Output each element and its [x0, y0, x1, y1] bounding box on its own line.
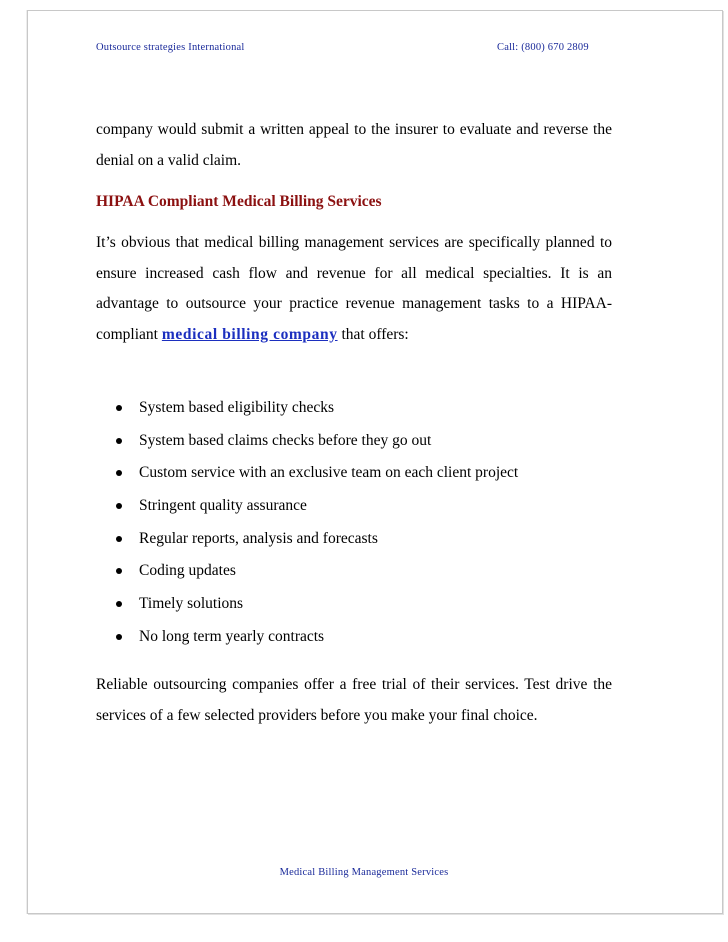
header-phone: Call: (800) 670 2809: [497, 42, 589, 53]
list-item-text: Timely solutions: [139, 595, 244, 613]
list-item-text: Coding updates: [139, 562, 236, 580]
list-item-text: Custom service with an exclusive team on each client project: [139, 464, 519, 482]
list-item: [96, 425, 612, 458]
bullet-icon: [116, 634, 122, 640]
intro-text-after: that offers:: [337, 325, 409, 343]
header-company-name: Outsource strategies International: [96, 42, 245, 53]
continuation-paragraph: company would submit a written appeal to the insurer to evaluate and reverse the denial on a valid claim.: [96, 121, 612, 169]
list-item-text: System based claims checks before they go out: [139, 431, 432, 449]
bullet-icon: [116, 601, 122, 607]
intro-text-before: It’s obvious that medical billing management services are specifically planned to ensure increased cash flow and revenue for all medical specialties. It is an advantage to outsource your practice revenue management tasks to a HIPAA-compliant: [96, 234, 612, 343]
list-item: [96, 555, 612, 588]
list-item-text: Stringent quality assurance: [139, 497, 307, 515]
closing-paragraph: Reliable outsourcing companies offer a free trial of their services. Test drive the services of a few selected providers before you make your final choice.: [96, 676, 612, 724]
bullet-icon: [116, 568, 122, 574]
list-item: [96, 392, 612, 425]
list-item: [96, 490, 612, 523]
list-item: [96, 621, 612, 654]
services-list: [96, 392, 612, 654]
bullet-icon: [116, 405, 122, 411]
bullet-icon: [116, 503, 122, 509]
page-footer: Medical Billing Management Services: [279, 867, 449, 878]
section-heading: HIPAA Compliant Medical Billing Services: [96, 193, 382, 210]
medical-billing-company-link[interactable]: medical billing company: [161, 325, 338, 343]
list-item: [96, 457, 612, 490]
bullet-icon: [116, 438, 122, 444]
bullet-icon: [116, 470, 122, 476]
list-item: [96, 588, 612, 621]
list-item-text: Regular reports, analysis and forecasts: [139, 529, 378, 547]
list-item: [96, 523, 612, 556]
bullet-icon: [116, 536, 122, 542]
list-item-text: System based eligibility checks: [139, 399, 335, 416]
list-item-text: No long term yearly contracts: [139, 627, 325, 645]
intro-paragraph: [96, 228, 612, 350]
